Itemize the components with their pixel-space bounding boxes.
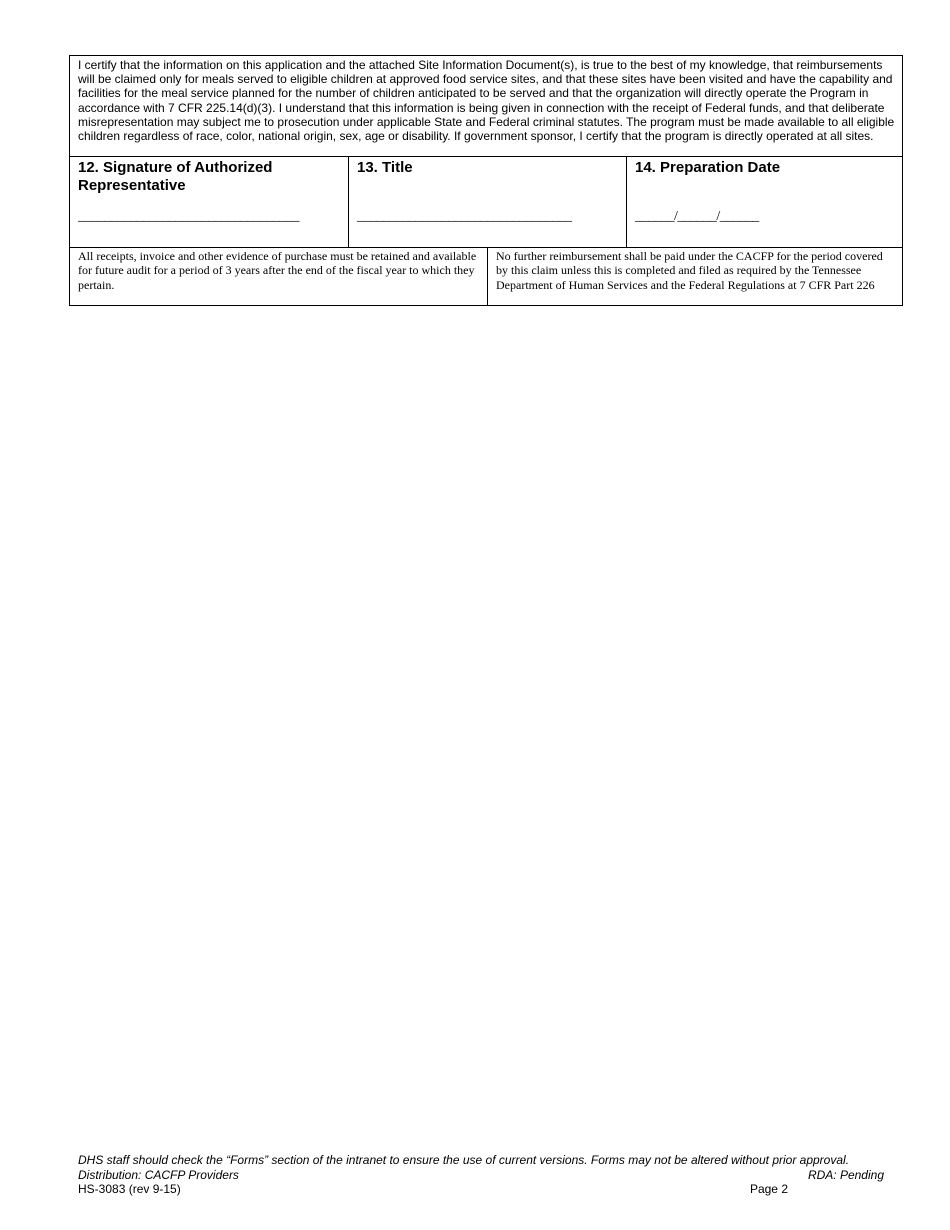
signature-cell[interactable] — [70, 157, 348, 247]
page-number: Page 2 — [749, 1182, 788, 1196]
footer-distribution: Distribution: CACFP Providers — [78, 1167, 239, 1182]
footer-notice: DHS staff should check the “Forms” section of the intranet to ensure the use of current versions. Forms may not be altered without prior approval. — [78, 1153, 850, 1167]
title-field[interactable]: _________________________________ — [357, 209, 572, 224]
title-cell[interactable] — [348, 157, 626, 247]
signature-form — [69, 55, 903, 306]
footer-rda: RDA: Pending — [807, 1167, 884, 1182]
form-number: HS-3083 (rev 9-15) — [78, 1182, 181, 1196]
certification-text: I certify that the information on this application and the attached Site Information Document(s), is true to the best of my knowledge, that reimbursements will be claimed only for meals served to eligible children at approved food service sites, and that these sites have been visited and have the capability and facilities for the meal service planned for the number of children anticipated to be served and that the organization will directly operate the Program in accordance with 7 CFR 225.14(d)(3). I understand that this information is being given in connection with the receipt of Federal funds, and that deliberate misrepresentation may subject me to prosecution under applicable State and Federal criminal statutes. The program must be made available to all eligible children regardless of race, color, national origin, sex, age or disability. If government sponsor, I certify that the program is directly operated at all sites. — [70, 56, 902, 157]
reimbursement-note: No further reimbursement shall be paid under the CACFP for the period covered by this claim unless this is completed and filed as required by the Tennessee Department of Human Services and the Federal Regulations at 7 CFR Part 226 — [487, 248, 902, 305]
title-label: 13. Title — [357, 159, 413, 176]
preparation-date-label: 14. Preparation Date — [635, 159, 781, 176]
signature-row — [70, 157, 902, 248]
notes-row — [70, 248, 902, 305]
receipts-note: All receipts, invoice and other evidence of purchase must be retained and available for future audit for a period of 3 years after the end of the fiscal year to which they pertain. — [78, 249, 477, 292]
preparation-date-field[interactable]: ______/______/______ — [635, 209, 759, 224]
signature-label: 12. Signature of Authorized Representative — [78, 159, 273, 194]
page-footer — [78, 1153, 884, 1197]
signature-field[interactable]: __________________________________ — [78, 209, 299, 224]
preparation-date-cell[interactable] — [626, 157, 902, 247]
